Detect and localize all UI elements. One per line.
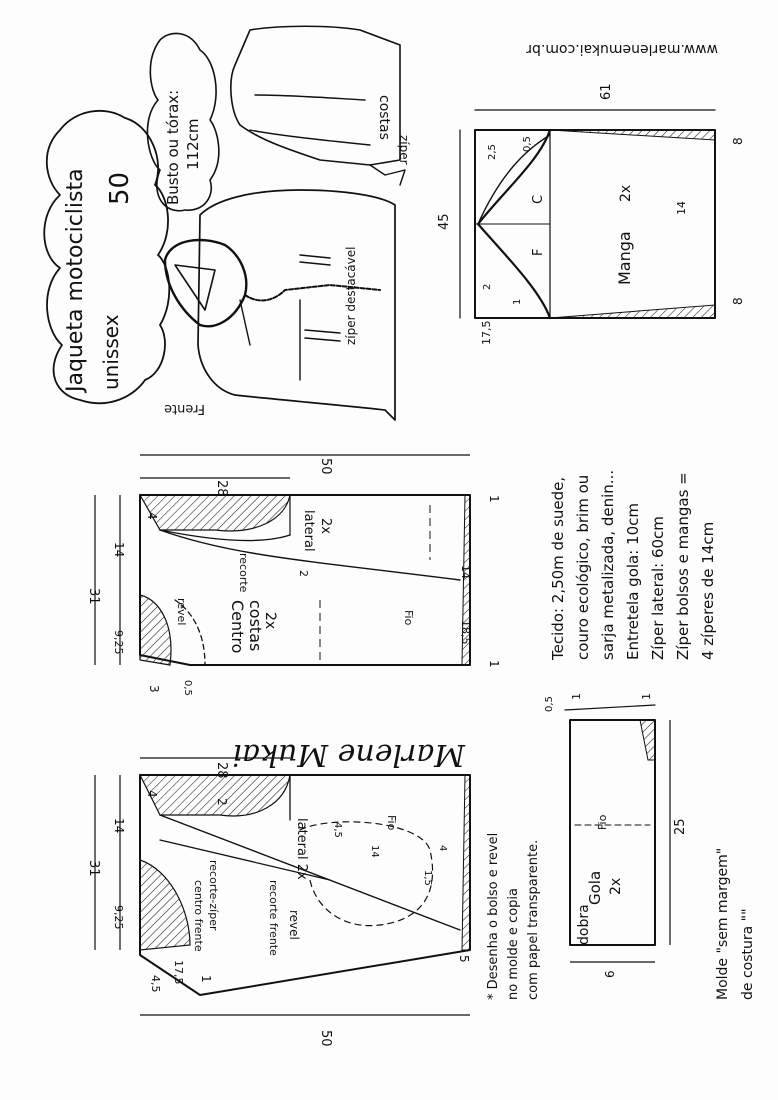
title-line1: Jaqueta motociclista bbox=[63, 168, 88, 392]
sleeve-length: 61 bbox=[599, 83, 614, 100]
sketch-frente: Frente bbox=[164, 401, 205, 416]
front-pocket-b: 14 bbox=[369, 845, 380, 858]
collar-h: 25 bbox=[673, 818, 688, 835]
fabric-line4: Entretela gola: 10cm bbox=[624, 503, 642, 660]
collar-1a: 1 bbox=[570, 693, 583, 700]
fabric-line5: Zíper lateral: 60cm bbox=[649, 516, 667, 660]
sleeve-cap-b: 0,5 bbox=[522, 136, 533, 152]
back-fio: Fio bbox=[402, 610, 415, 626]
back-1b: 1 bbox=[487, 660, 501, 668]
front-width: 50 bbox=[318, 1030, 333, 1047]
front-5: 5 bbox=[457, 955, 471, 963]
front-2: 2 bbox=[215, 798, 229, 806]
front-175: 17,5 bbox=[172, 960, 185, 985]
fabric-line1: Tecido: 2,50m de suede, bbox=[549, 476, 567, 660]
website: www.marlenemukai.com.br bbox=[526, 41, 718, 57]
back-recorte: recorte bbox=[237, 553, 250, 593]
back-1a: 1 bbox=[487, 495, 501, 503]
back-center: Centro bbox=[228, 600, 247, 654]
sketch-ziper-front: zíper destacável bbox=[344, 246, 358, 345]
sleeve-letter-c: C bbox=[531, 194, 546, 204]
front-31: 31 bbox=[86, 860, 101, 877]
fabric-line6: Zíper bolsos e mangas = bbox=[674, 472, 692, 660]
front-pocket-a: 4,5 bbox=[332, 822, 343, 838]
sleeve-letter-f: F bbox=[531, 248, 546, 256]
collar-1b: 1 bbox=[640, 693, 653, 700]
sleeve-pattern bbox=[437, 83, 745, 345]
sleeve-label: Manga bbox=[615, 231, 634, 285]
back-4: 4 bbox=[145, 512, 159, 520]
back-2: 2 bbox=[297, 570, 310, 577]
bust-label: Busto ou tórax: bbox=[164, 89, 182, 205]
collar-pattern bbox=[544, 693, 688, 978]
collar-fio: Fio bbox=[596, 814, 609, 830]
sleeve-cap-c: 2 bbox=[482, 283, 493, 290]
back-925: 9,25 bbox=[112, 630, 125, 655]
note-bolso-revel bbox=[486, 833, 541, 1000]
note-line1: * Desenha o bolso e revel bbox=[486, 832, 501, 1000]
front-14: 14 bbox=[112, 818, 126, 834]
back-revel: revel bbox=[175, 598, 188, 626]
back-lateral-count: 2x bbox=[318, 518, 333, 534]
title-line2: unissex bbox=[99, 314, 123, 390]
fabric-line3: sarja metalizada, denin... bbox=[599, 469, 617, 660]
sketch-costas: costas bbox=[376, 95, 392, 140]
back-lateral: lateral bbox=[301, 510, 316, 552]
sleeve-cap-d: 1 bbox=[512, 298, 523, 305]
title-size: 50 bbox=[105, 171, 135, 205]
collar-count: 2x bbox=[608, 877, 624, 895]
front-pocket-d: 1,5 bbox=[422, 870, 433, 886]
fabric-line2: couro ecológico, brim ou bbox=[574, 474, 592, 660]
front-pattern bbox=[86, 758, 471, 1047]
back-14: 14 bbox=[112, 542, 126, 558]
front-recorte-frente: recorte frente bbox=[267, 880, 280, 956]
sleeve-mid: 14 bbox=[675, 201, 688, 215]
sleeve-cuff-left: 8 bbox=[731, 137, 745, 145]
back-31: 31 bbox=[86, 588, 101, 605]
sketch-ziper-top: zíper bbox=[397, 135, 411, 165]
front-top: 28 bbox=[214, 762, 229, 779]
back-3: 3 bbox=[147, 685, 161, 693]
back-05: 0,5 bbox=[182, 680, 193, 696]
collar-05: 0,5 bbox=[544, 696, 555, 712]
sleeve-cuff-right: 8 bbox=[731, 297, 745, 305]
jacket-sketch-front bbox=[164, 190, 395, 420]
front-lateral: lateral 2x bbox=[294, 818, 309, 880]
margin-note bbox=[715, 848, 756, 1000]
back-pattern bbox=[86, 455, 501, 696]
sleeve-width: 45 bbox=[437, 213, 452, 230]
note-line2: no molde e copia bbox=[506, 888, 521, 1000]
front-centro-frente: centro frente bbox=[192, 880, 205, 952]
front-925: 9,25 bbox=[112, 905, 125, 930]
back-185: 18,5 bbox=[459, 620, 472, 645]
margin-line1: Molde "sem margem" bbox=[715, 847, 731, 1000]
jacket-sketch-back bbox=[231, 26, 411, 185]
collar-w: 6 bbox=[603, 970, 617, 978]
front-4: 4 bbox=[145, 790, 159, 798]
sleeve-count: 2x bbox=[618, 184, 634, 202]
fabric-line7: 4 zíperes de 14cm bbox=[699, 521, 717, 660]
front-revel: revel bbox=[287, 910, 301, 940]
back-count: 2x bbox=[262, 612, 278, 630]
back-costas: costas bbox=[246, 600, 265, 652]
margin-line2: de costura "" bbox=[740, 908, 756, 1000]
collar-fold: dobra bbox=[576, 904, 592, 945]
front-fio: Fio bbox=[385, 815, 398, 831]
back-14b: 14 bbox=[459, 565, 472, 579]
fabric-notes bbox=[549, 470, 717, 661]
signature: Marlene Mukai bbox=[232, 737, 465, 772]
sleeve-cap: 17,5 bbox=[480, 320, 493, 345]
back-width: 50 bbox=[318, 458, 333, 475]
note-line3: com papel transparente. bbox=[526, 839, 541, 1000]
bust-cloud bbox=[147, 33, 218, 210]
collar-label: Gola bbox=[586, 870, 604, 905]
sleeve-cap-a: 2,5 bbox=[487, 144, 498, 160]
front-1: 1 bbox=[199, 975, 213, 983]
front-45: 4,5 bbox=[149, 975, 162, 993]
back-top: 28 bbox=[214, 480, 229, 497]
front-recorte-ziper: recorte-zíper bbox=[207, 860, 220, 931]
front-pocket-c: 4 bbox=[437, 845, 448, 852]
bust-value: 112cm bbox=[184, 118, 202, 170]
